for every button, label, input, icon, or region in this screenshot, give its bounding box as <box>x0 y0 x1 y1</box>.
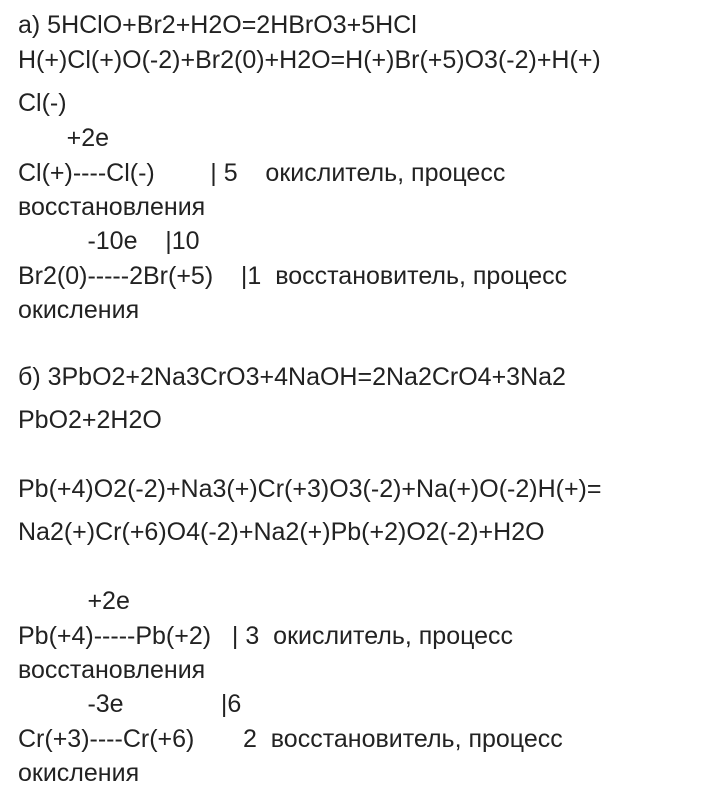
electron-transfer-b2: -3e |6 <box>18 690 242 718</box>
equation-a-molecular: а) 5HClO+Br2+H2O=2HBrO3+5HCl <box>18 11 417 39</box>
electron-transfer-a2: -10e |10 <box>18 227 200 255</box>
equation-b-oxidation-states-cont: Na2(+)Cr(+6)O4(-2)+Na2(+)Pb(+2)O2(-2)+H2O <box>18 518 545 546</box>
equation-a-oxidation-states-cont: Cl(-) <box>18 89 67 117</box>
equation-b-molecular: б) 3PbO2+2Na3CrO3+4NaOH=2Na2CrO4+3Na2 <box>18 363 566 391</box>
half-reaction-a1-process: восстановления <box>18 193 206 221</box>
half-reaction-b2: Cr(+3)----Cr(+6) 2 восстановитель, процесс <box>18 725 563 753</box>
electron-transfer-b1: +2e <box>18 587 130 615</box>
equation-b-molecular-cont: PbO2+2H2O <box>18 406 162 434</box>
half-reaction-a2: Br2(0)-----2Br(+5) |1 восстановитель, процесс <box>18 262 568 290</box>
equation-b-oxidation-states: Pb(+4)O2(-2)+Na3(+)Cr(+3)O3(-2)+Na(+)O(-2)H(+)= <box>18 475 602 503</box>
equation-a-oxidation-states: H(+)Cl(+)O(-2)+Br2(0)+H2O=H(+)Br(+5)O3(-2)+H(+) <box>18 46 601 74</box>
half-reaction-b1: Pb(+4)-----Pb(+2) | 3 окислитель, процесс <box>18 622 514 650</box>
half-reaction-b2-process: окисления <box>18 759 140 787</box>
half-reaction-a1: Cl(+)----Cl(-) | 5 окислитель, процесс <box>18 159 506 187</box>
half-reaction-a2-process: окисления <box>18 296 140 324</box>
electron-transfer-a1: +2e <box>18 124 110 152</box>
half-reaction-b1-process: восстановления <box>18 656 206 684</box>
